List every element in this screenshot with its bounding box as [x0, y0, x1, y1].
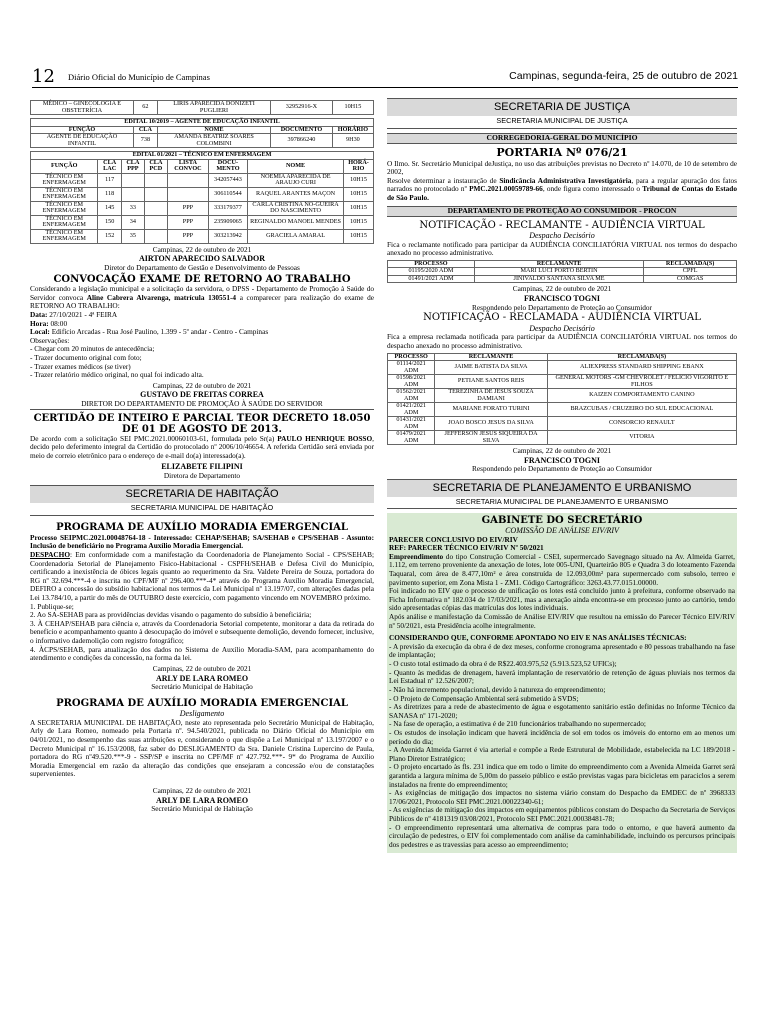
cell — [144, 215, 167, 229]
table-row — [31, 201, 374, 215]
signature-block — [30, 382, 374, 410]
cell: 9H30 — [332, 134, 373, 148]
notificacao-subtitle-2: Despacho Decisório — [529, 323, 595, 333]
cell: GRACIELA AMARAL — [248, 229, 344, 243]
certidao-title: CERTIDÃO DE INTEIRO E PARCIAL TEOR DECRETO 18.050 DE 01 DE AGOSTO DE 2013. — [33, 412, 371, 435]
notificacao-title-1: NOTIFICAÇÃO - RECLAMANTE - AUDIÊNCIA VIRTUAL — [419, 219, 705, 231]
notificacao-text-1: Fica o reclamante notificado para participar da AUDIÊNCIA CONCILIATÓRIA VIRTUAL nos termos do despacho anexado no processo administrativo. — [387, 239, 737, 258]
observation-line: - Trazer relatório médico original, no qual foi indicado alta. — [30, 370, 204, 380]
signature-place: Campinas, 22 de outubro de 2021 — [152, 380, 252, 390]
cell: 01421/2021 ADM — [388, 403, 435, 417]
cell: 01195/2020 ADM — [388, 268, 475, 276]
list-item: 1. Publique-se; — [30, 601, 74, 611]
cell: TEREZINHA DE JESUS SOUZA DAMIANI — [435, 389, 547, 403]
table-row — [388, 361, 737, 375]
parecer-ref: REF: PARECER TÉCNICO EIV/RIV Nº 50/2021 — [389, 543, 544, 553]
convocacao-title: CONVOCAÇÃO EXAME DE RETORNO AO TRABALHO — [53, 274, 351, 286]
cell: MARI LUCI PORTO BERTIN — [474, 268, 643, 276]
cell: 35 — [122, 229, 145, 243]
convocacao-observations — [30, 337, 374, 380]
cell: 150 — [98, 215, 122, 229]
cell: CARLA CRISTINA NO-GUEIRA DO NASCIMENTO — [248, 201, 344, 215]
cell: 10H15 — [344, 215, 374, 229]
observation-line: Observações: — [30, 335, 70, 345]
signature-name: ARLY DE LARA ROMEO — [155, 795, 249, 805]
parecer-title: PARECER CONCLUSIVO DO EIV/RIV — [389, 534, 518, 544]
cell: 10H15 — [344, 187, 374, 201]
cell: REGINALDO MANOEL MENDES — [248, 215, 344, 229]
signature-name: AIRTON APARECIDO SALVADOR — [138, 254, 266, 264]
list-item: - O Projeto de Compensação Ambiental será submetido à SVDS; — [389, 693, 579, 703]
empreendimento-text-3: Após análise e manifestação da Comissão de Análise EIV/RIV que resultou na emissão do Parecer Técnico EIV/RIV nº 50/2021, esta Presidência acolhe integralmente. — [389, 612, 735, 630]
programa-title: PROGRAMA DE AUXÍLIO MORADIA EMERGENCIAL — [56, 521, 348, 533]
col-header: RECLAMANTE — [435, 353, 547, 361]
cell: 145 — [98, 201, 122, 215]
table-body — [388, 361, 737, 445]
col-header: LISTA CONVOC — [168, 159, 209, 173]
section-planejamento: SECRETARIA DE PLANEJAMENTO E URBANISMO — [387, 479, 737, 497]
list-item: - Não há incremento populacional, devido à natureza do empreendimento; — [389, 684, 606, 694]
list-item: - Os estudos de insolação indicam que haverá incidência de sol em todos os imóveis do entorno em ao menos um período do dia; — [389, 727, 735, 746]
col-header: HORÁRIO — [332, 126, 373, 134]
observation-line: - Trazer exames médicos (se tiver) — [30, 361, 131, 371]
signature-role: DIRETOR DO DEPARTAMENTO DE PROMOÇÃO À SAÚDE DO SERVIDOR — [30, 400, 374, 410]
edital-title: EDITAL 10/2019 – AGENTE DE EDUCAÇÃO INFANTIL — [31, 119, 374, 127]
cell: MARIANE FORATO TURINI — [435, 403, 547, 417]
cell: JEFFERSON JESUS SIQUEIRA DA SILVA — [435, 431, 547, 445]
col-header: CLA PPP — [122, 159, 145, 173]
list-item: - A previsão da execução da obra é de dez meses, conforme cronograma apresentado e 80 pessoas trabalhando na fase de implantação; — [389, 641, 735, 660]
cell: VITORIA — [547, 431, 736, 445]
signature-place: Campinas, 22 de outubro de 2021 — [152, 786, 252, 796]
col-header: HORÁ-RIO — [344, 159, 374, 173]
cell: TÉCNICO EM ENFERMAGEM — [31, 229, 98, 243]
publication-name: Diário Oficial do Município de Campinas — [68, 72, 210, 82]
cell — [144, 229, 167, 243]
cell: 117 — [98, 173, 122, 187]
cell: RAQUEL ARANTES MAÇON — [248, 187, 344, 201]
table-row — [388, 389, 737, 403]
table-notificacao-reclamada — [387, 353, 737, 446]
col-header: NOME — [157, 126, 270, 134]
table-medico — [30, 100, 374, 115]
cell: AGENTE DE EDUCAÇÃO INFANTIL — [31, 134, 134, 148]
signature-block — [30, 246, 374, 273]
table-row — [388, 403, 737, 417]
left-column — [30, 98, 374, 1016]
table-body — [31, 173, 374, 243]
table-row — [31, 229, 374, 243]
page-number: 12 — [32, 66, 55, 87]
cell — [122, 173, 145, 187]
cell: TÉCNICO EM ENFERMAGEM — [31, 215, 98, 229]
convocacao-date: Data: 27/10/2021 - 4ª FEIRA — [30, 309, 118, 319]
cell — [144, 173, 167, 187]
table-header-row — [388, 353, 737, 361]
cell: TÉCNICO EM ENFERMAGEM — [31, 173, 98, 187]
cell: JAIME BATISTA DA SILVA — [435, 361, 547, 375]
considerando-items — [389, 643, 735, 850]
col-header: RECLAMANTE — [474, 260, 643, 268]
signature-place: Campinas, 22 de outubro de 2021 — [152, 244, 252, 254]
table-header-row — [31, 159, 374, 173]
programa-items — [30, 603, 374, 663]
programa-title-2: PROGRAMA DE AUXÍLIO MORADIA EMERGENCIAL — [56, 697, 348, 709]
convocacao-time: Hora: 08:00 — [30, 318, 68, 328]
table-row — [388, 275, 737, 283]
observation-line: - Trazer documento original com foto; — [30, 353, 142, 363]
list-item: 2. Ao SA-SEHAB para as providências devidas visando o pagamento do subsídio à beneficiária; — [30, 610, 312, 620]
signature-block — [30, 787, 374, 814]
signature-role: Diretor do Departamento de Gestão e Desenvolvimento de Pessoas — [104, 262, 300, 272]
portaria-resolve: Resolve determinar a instauração de Sindicância Administrativa Investigatória, para a regular apuração dos fatos narrados no protocolado nº PMC.2021.00059789-66, onde figura como interessado o Tribunal de Contas do Estado de São Paulo. — [387, 175, 737, 202]
list-item: 3. À CEHAP/SEHAB para ciência e, através da Coordenadoria Setorial competente, monitorar a data da retirada do benefício e acompanhamento quanto à desocupação do imóvel e subsequente demolição, devendo fornecer, inclusive, o informativo dademolição com registro fotográfico; — [30, 618, 374, 646]
signature-block — [387, 447, 737, 474]
notificacao-subtitle-1: Despacho Decisório — [529, 231, 595, 241]
cell: 303213942 — [208, 229, 247, 243]
cell: 01562/2021 ADM — [388, 389, 435, 403]
cell — [168, 173, 209, 187]
cell: AMANDA BEATRIZ SOARES COLOMBINI — [157, 134, 270, 148]
programa-desligamento-text: A SECRETARIA MUNICIPAL DE HABITAÇÃO, neste ato representada pelo Secretário Municipal de Habitação, Arly de Lara Romeo, nomeado pela Portaria nº. 94.540/2021, publicada no Diário Oficial do Município em 04/01/2021, no desempenho das suas atribuições e, considerando o que dispõe a Lei Municipal nº 13.197/2007 e o Decreto Municipal nº 16.153/2008, faz saber do DESLIGAMENTO da Sra. Daniele Cristina Lupercino de Paula, portadora do RG nº49.520.***-9 - SSP/SP e inscrita no CPF/MF nº 427.792.***- 9* do Programa de Auxílio Moradia Emergencial em razão da alteração das condições que ensejaram a concessão e/ou de constatações supervenientes. — [30, 717, 374, 779]
signature-place: Campinas, 22 de outubro de 2021 — [512, 446, 612, 456]
table-body — [388, 268, 737, 283]
cell: 01598/2021 ADM — [388, 375, 435, 389]
signature-place: Campinas, 22 de outubro de 2021 — [152, 663, 252, 673]
cell: 306110544 — [208, 187, 247, 201]
list-item: - O projeto encartado às fls. 231 indica que em todo o limite do empreendimento com a Avenida Almeida Garret será garantida a largura mínima de 5,00m do passeio público e estão previstas vagas para bicicletas em paraciclos a serem instalados na frente do empreendimento; — [389, 762, 735, 789]
cell — [144, 187, 167, 201]
col-header: RECLAMADA(S) — [547, 353, 736, 361]
cell: 01479/2021 ADM — [388, 431, 435, 445]
cell — [144, 201, 167, 215]
signature-name: ARLY DE LARA ROMEO — [155, 673, 249, 683]
col-header: PROCESSO — [388, 353, 435, 361]
signature-name: GUSTAVO DE FREITAS CORREA — [140, 390, 264, 400]
table-row — [31, 101, 374, 115]
signature-role: Secretário Municipal de Habitação — [151, 804, 253, 814]
section-justica: SECRETARIA DE JUSTIÇA — [387, 98, 737, 116]
cell-nome: LIRIS APARECIDA DONIZETI PUGLIERI — [157, 101, 270, 115]
list-item: 4. ÀCPS/SEHAB, para atualização dos dados no Sistema de Auxílio Moradia-SAM, para acompanhamento do atendimento e condições da concessão, na forma da lei. — [30, 644, 374, 663]
cell: PPP — [168, 215, 209, 229]
col-header: CLA LAC — [98, 159, 122, 173]
section-habitacao: SECRETARIA DE HABITAÇÃO — [30, 485, 374, 503]
table-row — [388, 375, 737, 389]
signature-name: FRANCISCO TOGNI — [524, 294, 600, 304]
cell — [122, 187, 145, 201]
signature-role: Respondendo pelo Departamento de Proteção ao Consumidor — [472, 464, 652, 474]
signature-place: Campinas, 22 de outubro de 2021 — [512, 284, 612, 294]
comissao-subtitle: COMISSÃO DE ANÁLISE EIV/RIV — [505, 526, 619, 536]
cell-documento: 32952916-X — [271, 101, 333, 115]
corregedoria-heading: CORREGEDORIA-GERAL DO MUNICÍPIO — [387, 133, 737, 144]
list-item: - O empreendimento representará uma alternativa de compras para todo o entorno, e que haverá aumento da circulação de pedestres, o EIV foi complementado com análise da caminhabilidade, incluindo os percursos principais dos pedestres e as travessias para acesso ao empreendimento; — [389, 822, 735, 849]
col-header: NOME — [248, 159, 344, 173]
cell: 34 — [122, 215, 145, 229]
list-item: - Quanto às medidas de drenagem, haverá implantação de reservatório de retenção de águas pluviais nos termos da Lei Estadual nº 12.526/2007; — [389, 667, 735, 686]
cell: JOAO BOSCO JESUS DA SILVA — [435, 417, 547, 431]
list-item: - As diretrizes para a rede de abastecimento de água e esgotamento sanitário estão definidas no Informe Técnico da SANASA nº 171-2020; — [389, 702, 735, 720]
table-row — [31, 173, 374, 187]
procon-heading: DEPARTAMENTO DE PROTEÇÃO AO CONSUMIDOR - PROCON — [387, 206, 737, 217]
signature-name: FRANCISCO TOGNI — [524, 455, 600, 465]
signature-role: Secretário Municipal de Habitação — [151, 681, 253, 691]
signature-role: Diretora de Departamento — [163, 470, 241, 480]
list-item: - O custo total estimado da obra é de R$22.403.975,52 (5.913.523,52 UFICs); — [389, 659, 617, 669]
programa-subtitle: Desligamento — [179, 709, 225, 719]
right-column — [387, 98, 737, 1016]
cell: GENERAL MOTORS -GM CHEVROLET / FELICIO VIGORITO E FILHOS — [547, 375, 736, 389]
list-item: - As exigências de mitigação dos impactos em equipamentos públicos constam do Despacho da Secretaria de Serviços Públicos de nº 4181319 03/08/2021, Protocolo SEI PMC.2021.00038481-78; — [389, 805, 735, 824]
signature-block — [30, 665, 374, 692]
edital-title: EDITAL 01/2021 – TÉCNICO EM ENFERMAGEM — [31, 152, 374, 160]
considerando-title: CONSIDERANDO QUE, CONFORME APONTADO NO EIV E NAS ANÁLISES TÉCNICAS: — [389, 633, 687, 643]
signature-block — [387, 285, 737, 312]
empreendimento-text-2: Foi indicado no EIV que o processo de unificação os lotes está concluído junto à prefeitura, conforme observado na Ficha Informativa nº 182.034 de 17/03/2021, mas a anexação ainda encontra-se em processo junto ao cartório, tendo sido apresentadas cópias das matrículas dos lotes individuais. — [389, 586, 735, 613]
cell: CPFL — [644, 268, 737, 276]
portaria-title: PORTARIA Nº 076/21 — [496, 145, 628, 159]
col-header: DOCU-MENTO — [208, 159, 247, 173]
cell-horario: 10H15 — [332, 101, 373, 115]
signature-name: ELIZABETE FILIPINI — [161, 462, 243, 472]
observation-line: - Chegar com 20 minutos de antecedência; — [30, 344, 155, 354]
cell: BRAZCUBAS / CRUZEIRO DO SUL EDUCACIONAL — [547, 403, 736, 417]
signature-block — [30, 462, 374, 480]
subsection-habitacao: SECRETARIA MUNICIPAL DE HABITAÇÃO — [30, 503, 374, 516]
empreendimento-text: Empreendimento do tipo Construção Comercial - CSEI, supermercado Savegnago situado na Av. Almeida Garret, 1.112, em terreno proveniente da anexação de lotes, lote 005-UNI, Quarteirão 805 e Quadra 3 do loteamento Fazenda Taquaral, com área de 8.477,10m² e área construída de 12.093,00m² para supermercado com subsolo, terreo e pavimento superior, em Zona Mista 1 - ZM1. Código Cartográfico: 3263.43.77.0151.00000. — [389, 551, 735, 587]
cell: PETIANE SANTOS REIS — [435, 375, 547, 389]
cell: 333179377 — [208, 201, 247, 215]
table-row — [31, 187, 374, 201]
cell: 738 — [133, 134, 157, 148]
col-header: DOCUMENTO — [271, 126, 333, 134]
cell: 10H15 — [344, 201, 374, 215]
col-header: FUNÇÃO — [31, 126, 134, 134]
parecer-block — [387, 513, 737, 853]
table-row — [31, 134, 374, 148]
cell-funcao: MÉDICO – GINECOLOGIA E OBSTETRÍCIA — [31, 101, 134, 115]
programa-processo: Processo SEIPMC.2021.00048764-18 - Interessado: CEHAP/SEHAB; SA/SEHAB e CPS/SEHAB - Assunto: Inclusão de beneficiário no Programa Auxílio Moradia Emergencial. — [30, 532, 374, 551]
cell: ALIEXPRESS STANDARD SHIPPING EBANX — [547, 361, 736, 375]
cell: NOEMIA APARECIDA DE ARAUJO CURI — [248, 173, 344, 187]
cell: TÉCNICO EM ENFERMAGEM — [31, 201, 98, 215]
list-item: - Na fase de operação, a estimativa é de 210 funcionários trabalhando no supermercado; — [389, 719, 646, 729]
cell: TÉCNICO EM ENFERMAGEM — [31, 187, 98, 201]
cell: 33 — [122, 201, 145, 215]
col-header: PROCESSO — [388, 260, 475, 268]
subsection-justica: SECRETARIA MUNICIPAL DE JUSTIÇA — [387, 116, 737, 129]
table-row — [388, 417, 737, 431]
cell-cla: 62 — [133, 101, 157, 115]
table-row — [388, 431, 737, 445]
table-notificacao-reclamante — [387, 260, 737, 284]
cell: KAIZEN COMPORTAMENTO CANINO — [547, 389, 736, 403]
col-header: CLA — [133, 126, 157, 134]
gabinete-title: GABINETE DO SECRETÁRIO — [481, 515, 643, 527]
list-item: - As exigências de mitigação dos impactos no sistema viário constam do Despacho da EMDEC de nº 3968333 17/06/2021, Protocolo SEI PMC.2021.00022340-61; — [389, 788, 735, 806]
cell: 01114/2021 ADM — [388, 361, 435, 375]
table-edital-10-2019 — [30, 118, 374, 148]
convocacao-text: Considerando a legislação municipal e a solicitação da servidora, o DPSS - Departamento de Promoção à Saúde do Servidor convoca Aline Cabrera Alvarenga, matrícula 130551-4 a comparecer para realização do exame de RETORNO AO TRABALHO: — [30, 284, 374, 311]
cell: JINIVALDO SANTANA SILVA ME — [474, 275, 643, 283]
table-edital-01-2021 — [30, 151, 374, 244]
cell: 10H15 — [344, 229, 374, 243]
cell: 235909065 — [208, 215, 247, 229]
cell: 397866240 — [271, 134, 333, 148]
portaria-text: O Ilmo. Sr. Secretário Municipal deJustiça, no uso das atribuições previstas no Decreto nº 14.070, de 10 de setembro de 2002, — [387, 158, 737, 177]
cell: 152 — [98, 229, 122, 243]
col-header: RECLAMADA(S) — [644, 260, 737, 268]
signature-role: Respondendo pelo Departamento de Proteção ao Consumidor — [472, 302, 652, 312]
convocacao-location: Local: Edifício Arcadas - Rua José Paulino, 1.399 - 5º andar - Centro - Campinas — [30, 327, 269, 337]
cell: COMGAS — [644, 275, 737, 283]
cell: 01431/2021 ADM — [388, 417, 435, 431]
notificacao-text-2: Fica a empresa reclamada notificada para participar da AUDIÊNCIA CONCILIATÓRIA VIRTUAL nos termos do despacho anexado no processo administrativo. — [387, 332, 737, 350]
cell — [168, 187, 209, 201]
cell: 118 — [98, 187, 122, 201]
cell: 342057443 — [208, 173, 247, 187]
col-header: CLA PCD — [144, 159, 167, 173]
page-header — [32, 66, 738, 88]
table-row — [31, 215, 374, 229]
programa-despacho: DESPACHO: Em conformidade com a manifestação da Coordenadoria de Planejamento Social - CPS/SEHAB; Coordenadoria Setorial de Planejamento Físico-Habitacional - CSPFH/SEHAB e Defesa Civil do Município, certificando a inexistência de óbices legais quanto ao requerimento da Sra. Valdete Pereira de Souza, portadora do RG nº 32.694.***-4 e inscrita no CPF/MF nº 296.400.***-4* através do Programa Auxílio Moradia Emergencial, DEFIRO a concessão do subsídio habitacional nos termos da Lei Municipal nº 13.197/07, com alterações dadas pela Lei 13.784/10, a partir do mês de OUTUBRO deste exercício, com pagamento vincendo em NOVEMBRO próximo. — [30, 549, 374, 603]
col-header: FUNÇÃO — [31, 159, 98, 173]
publication-date: Campinas, segunda-feira, 25 de outubro de 2021 — [509, 70, 738, 82]
certidao-text: De acordo com a solicitação SEI PMC.2021.00060103-61, formulada pelo Sr(a) PAULO HENRIQUE BOSSO, decido pelo deferimento integral da Certidão do protocolado nº 2006/10/46654. A referida Certidão será enviada por meio de correio eletrônico para o endereço de e-mail do(a) interessado(a). — [30, 433, 374, 460]
subsection-planejamento: SECRETARIA MUNICIPAL DE PLANEJAMENTO E URBANISMO — [387, 497, 737, 510]
cell: PPP — [168, 229, 209, 243]
cell: 01491/2021 ADM — [388, 275, 475, 283]
notificacao-title-2: NOTIFICAÇÃO - RECLAMADA - AUDIÊNCIA VIRTUAL — [423, 312, 701, 324]
cell: PPP — [168, 201, 209, 215]
cell: 10H15 — [344, 173, 374, 187]
cell: CONSORCIO RENAULT — [547, 417, 736, 431]
list-item: - A Avenida Almeida Garret é via arterial e compõe a Rede Estrutural de Mobilidade, estabelecida na LC 189/2018 - Plano Diretor Estratégico; — [389, 745, 735, 763]
